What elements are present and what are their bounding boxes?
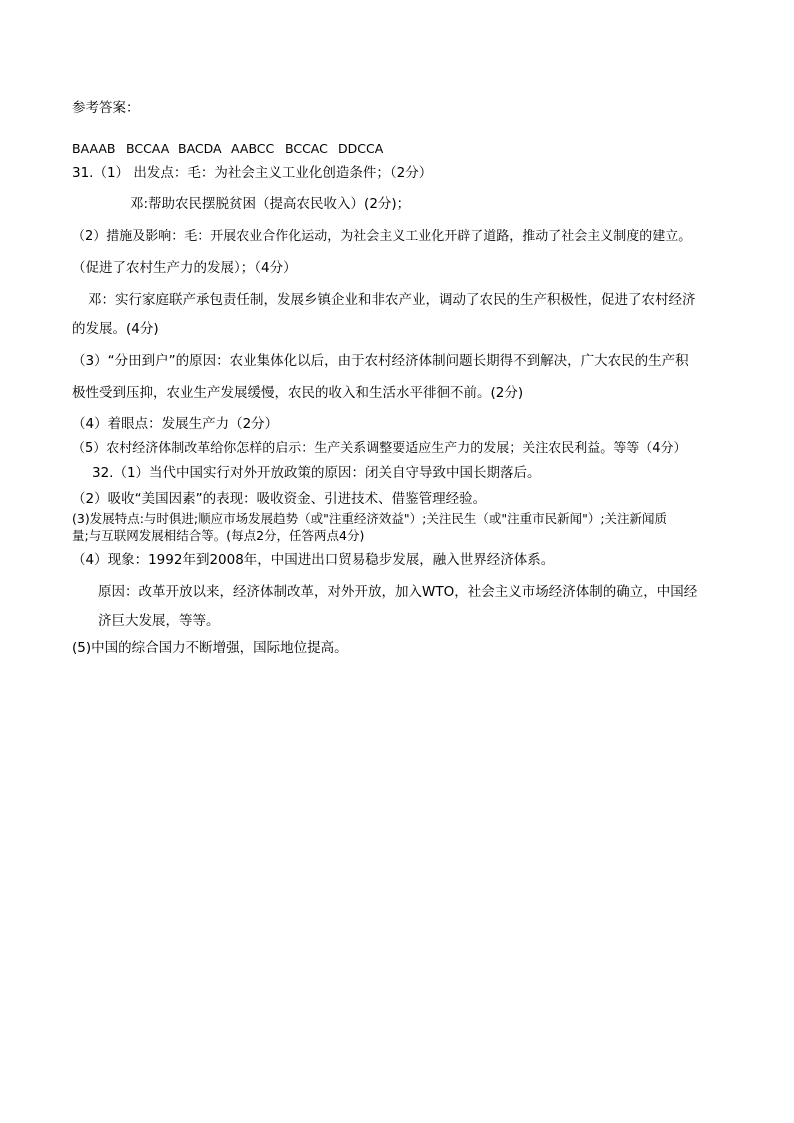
- q31-part2-line4: 的发展。(4分): [72, 321, 159, 337]
- q31-part2-line3: 邓：实行家庭联产承包责任制，发展乡镇企业和非农产业，调动了农民的生产积极性，促进了农村经济: [88, 292, 696, 308]
- q32-part5: (5)中国的综合国力不断增强，国际地位提高。: [72, 640, 348, 656]
- choice-answer-group-6: DDCCA: [338, 141, 384, 156]
- answer-key-heading: 参考答案：: [72, 100, 140, 116]
- q31-part4: （4）着眼点：发展生产力（2分）: [72, 416, 279, 432]
- choice-answer-group-5: BCCAC: [285, 141, 328, 156]
- q31-part2-line1: （2）措施及影响：毛：开展农业合作化运动，为社会主义工业化开辟了道路，推动了社会主义制度的建立。: [72, 229, 692, 244]
- choice-answer-group-3: BACDA: [178, 141, 222, 156]
- q31-part1-line1: 31.（1） 出发点：毛：为社会主义工业化创造条件；（2分）: [72, 165, 433, 181]
- choice-answer-group-2: BCCAA: [126, 141, 170, 156]
- q32-part4-line1: （4）现象：1992年到2008年，中国进出口贸易稳步发展，融入世界经济体系。: [72, 552, 555, 568]
- q31-part5: （5）农村经济体制改革给你怎样的启示：生产关系调整要适应生产力的发展；关注农民利益。等等（4分）: [72, 441, 687, 456]
- q31-part1-line2: 邓:帮助农民摆脱贫困（提高农民收入）(2分)；: [130, 196, 411, 212]
- choice-answer-group-4: AABCC: [231, 141, 275, 156]
- q32-part2: （2）吸收“美国因素”的表现：吸收资金、引进技术、借鉴管理经验。: [72, 491, 487, 507]
- q32-part3-line2: 量;与互联网发展相结合等。(每点2分，任答两点4分): [72, 528, 365, 543]
- choice-answer-group-1: BAAAB: [72, 141, 116, 156]
- q32-part1: 32.（1）当代中国实行对外开放政策的原因：闭关自守导致中国长期落后。: [92, 465, 541, 481]
- q31-part3-line1: （3）“分田到户”的原因：农业集体化以后，由于农村经济体制问题长期得不到解决，广大农民的生产积: [72, 353, 689, 369]
- q31-part3-line2: 极性受到压抑，农业生产发展缓慢，农民的收入和生活水平徘徊不前。(2分): [72, 385, 524, 401]
- q32-part4-line2: 原因：改革开放以来，经济体制改革，对外开放，加入WTO，社会主义市场经济体制的确立，中国经: [98, 584, 698, 600]
- q32-part4-line3: 济巨大发展，等等。: [98, 613, 220, 629]
- q31-part2-line2: （促进了农村生产力的发展）；（4分）: [72, 260, 297, 276]
- q32-part3-line1: (3)发展特点:与时俱进;顺应市场发展趋势（或"注重经济效益"）;关注民生（或"注重市民新闻"）;关注新闻质: [72, 511, 668, 526]
